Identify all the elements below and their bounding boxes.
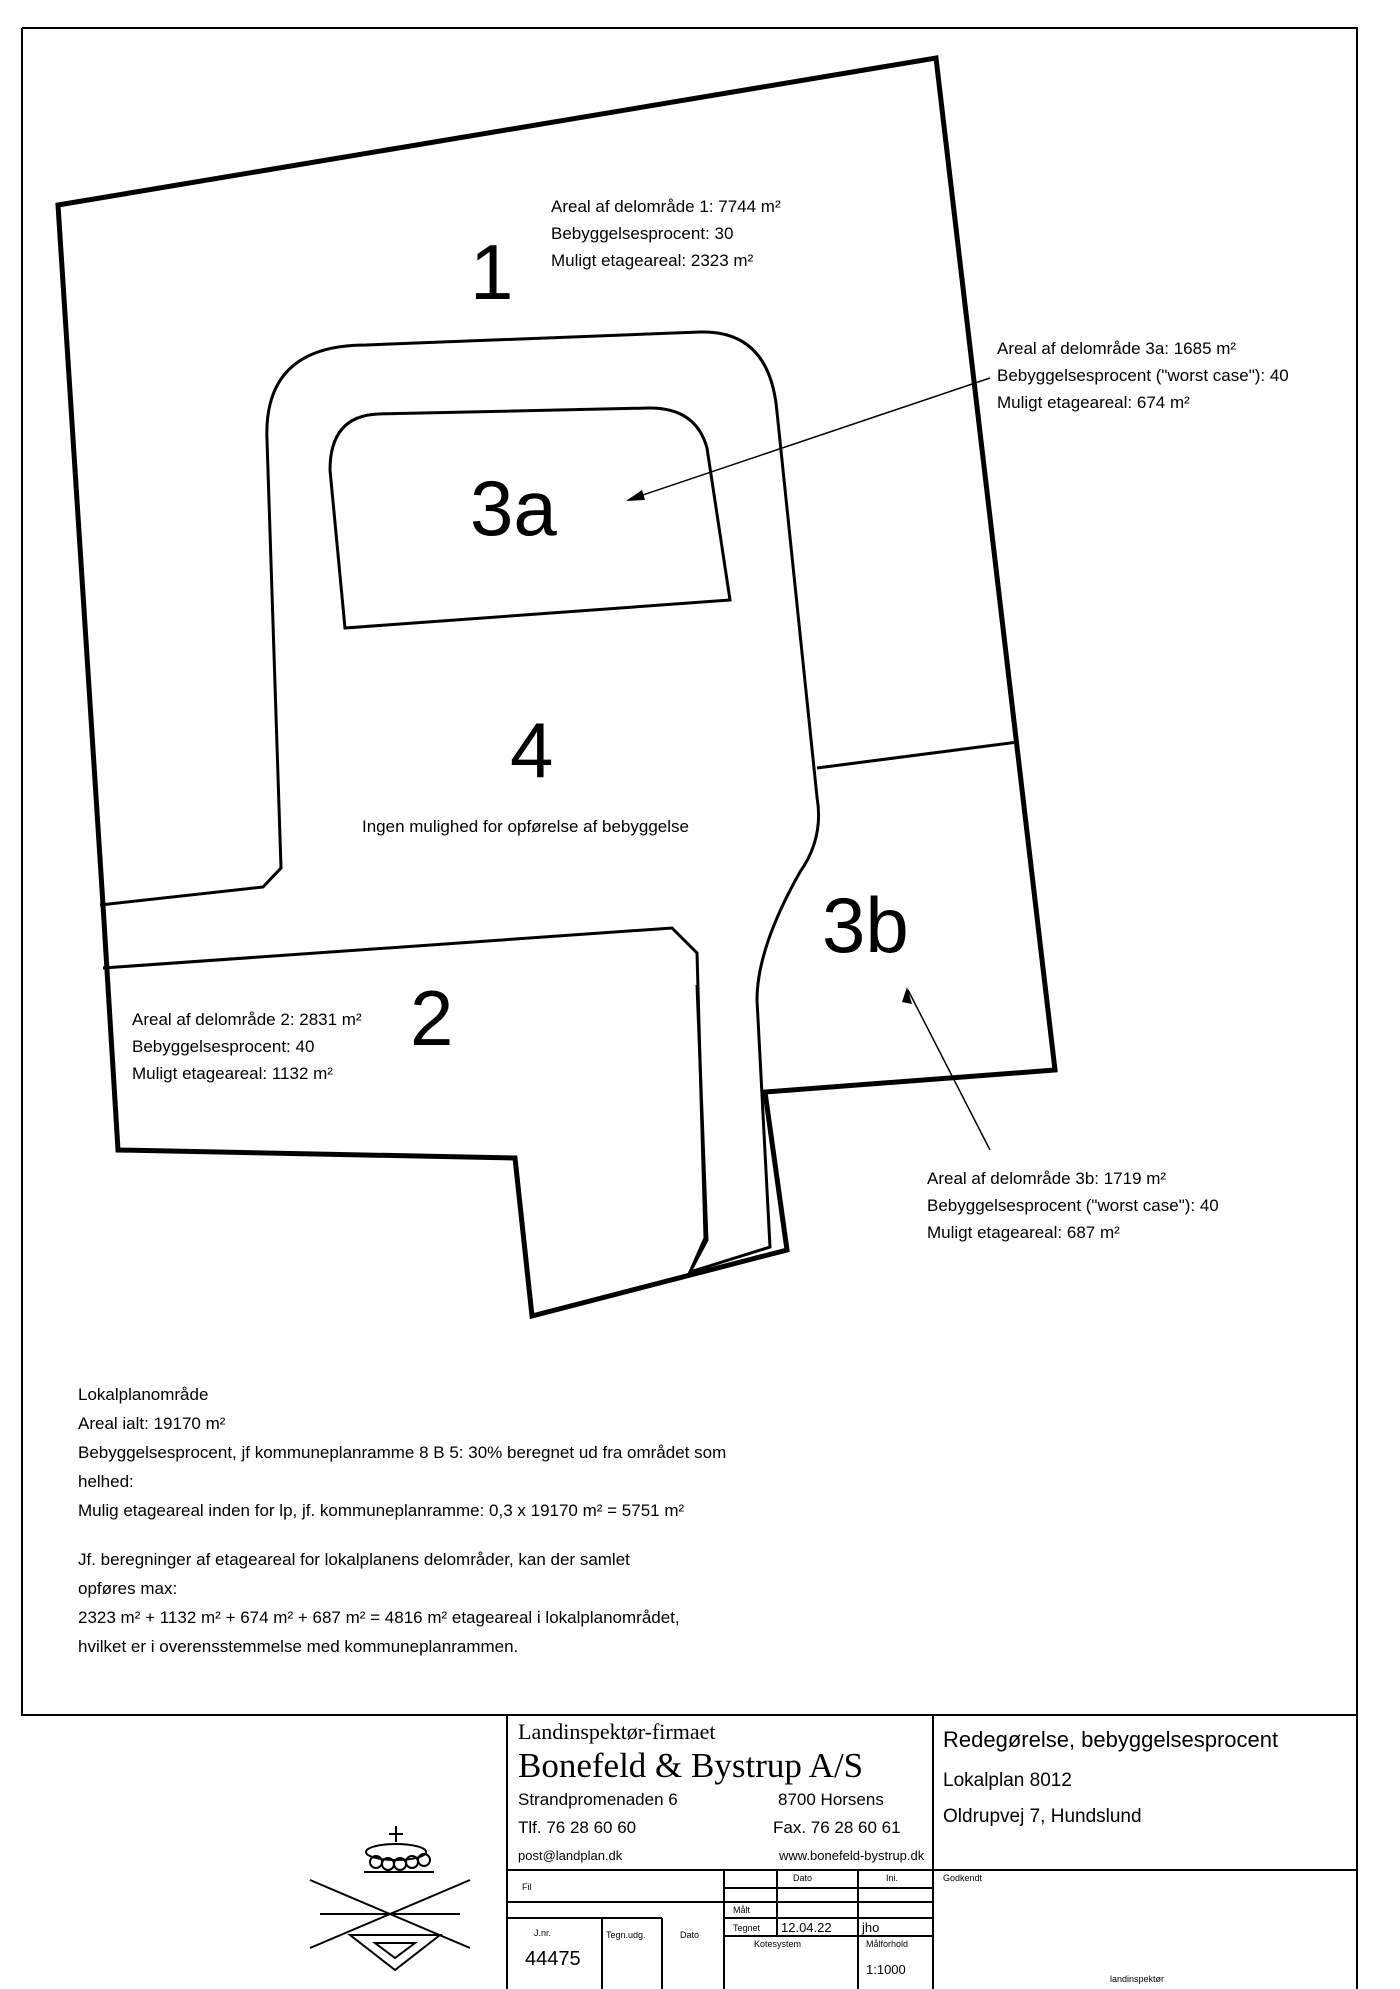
plan-name: Lokalplan 8012 xyxy=(943,1770,1072,1791)
area3a-label: 3a xyxy=(470,464,557,552)
init-header: Ini. xyxy=(886,1873,899,1883)
area4-label: 4 xyxy=(510,706,554,794)
area3a-area-text: Areal af delområde 3a: 1685 m² xyxy=(997,339,1237,358)
area1-annotation xyxy=(551,193,781,274)
notes-pct-line1: Bebyggelsesprocent, jf kommuneplanramme 8 B 5: 30% beregnet ud fra området som xyxy=(78,1443,727,1462)
area3b-annotation xyxy=(927,1165,1219,1246)
firm-fax: Fax. 76 28 60 61 xyxy=(773,1818,901,1837)
godkendt-label: Godkendt xyxy=(943,1873,983,1883)
area2-boundary xyxy=(103,928,705,1272)
area1-pct-text: Bebyggelsesprocent: 30 xyxy=(551,224,734,243)
maalt-label: Målt xyxy=(733,1905,751,1915)
notes-pct-line2: helhed: xyxy=(78,1472,134,1491)
maalforhold-value: 1:1000 xyxy=(866,1962,906,1977)
firm-top: Landinspektør-firmaet xyxy=(518,1719,716,1744)
firm-city: 8700 Horsens xyxy=(778,1790,884,1809)
area3b-boundary xyxy=(817,742,1018,768)
leader-3a xyxy=(628,378,990,500)
area3b-label: 3b xyxy=(822,881,909,969)
drawing-title: Redegørelse, bebyggelsesprocent xyxy=(943,1727,1279,1752)
notes-block xyxy=(78,1380,726,1661)
dato-header: Dato xyxy=(793,1873,813,1883)
area1-floor-text: Muligt etageareal: 2323 m² xyxy=(551,251,754,270)
tegnet-init: jho xyxy=(862,1920,880,1935)
maalforhold-label: Målforhold xyxy=(866,1939,909,1949)
tegnet-label: Tegnet xyxy=(733,1923,761,1933)
area2-floor-text: Muligt etageareal: 1132 m² xyxy=(132,1064,333,1083)
landinspektoer-label: landinspektør xyxy=(1110,1974,1165,1984)
tegn-udg-label: Tegn.udg. xyxy=(606,1930,646,1940)
firm-web: www.bonefeld-bystrup.dk xyxy=(779,1848,925,1863)
area1-label: 1 xyxy=(470,228,514,316)
area4-note: Ingen mulighed for opførelse af bebyggelse xyxy=(362,817,689,836)
notes-calc-line4: hvilket er i overensstemmelse med kommuneplanrammen. xyxy=(78,1637,519,1656)
area2-pct-text: Bebyggelsesprocent: 40 xyxy=(132,1037,315,1056)
leader-3b xyxy=(908,990,990,1150)
notes-heading: Lokalplanområde xyxy=(78,1385,209,1404)
firm-street: Strandpromenaden 6 xyxy=(518,1790,678,1809)
kotesystem-label: Kotesystem xyxy=(754,1939,802,1949)
notes-calc-line3: 2323 m² + 1132 m² + 674 m² + 687 m² = 4816 m² etageareal i lokalplanområdet, xyxy=(78,1608,680,1627)
site-address: Oldrupvej 7, Hundslund xyxy=(943,1806,1142,1827)
firm-phone: Tlf. 76 28 60 60 xyxy=(518,1818,637,1837)
jnr-value: 44475 xyxy=(525,1948,581,1970)
firm-name: Bonefeld & Bystrup A/S xyxy=(518,1746,864,1785)
area1-area-text: Areal af delområde 1: 7744 m² xyxy=(551,197,781,216)
area2-area-text: Areal af delområde 2: 2831 m² xyxy=(132,1010,362,1029)
area3b-floor-text: Muligt etageareal: 687 m² xyxy=(927,1223,1120,1242)
area2-label: 2 xyxy=(410,974,454,1062)
notes-calc-line1: Jf. beregninger af etageareal for lokalplanens delområder, kan der samlet xyxy=(78,1550,630,1569)
notes-calc-line2: opføres max: xyxy=(78,1579,178,1598)
area3a-pct-text: Bebyggelsesprocent ("worst case"): 40 xyxy=(997,366,1289,385)
fil-label: Fil xyxy=(522,1882,532,1892)
leader-3a-arrowhead xyxy=(626,490,645,501)
jnr-label: J.nr. xyxy=(534,1928,552,1938)
tegnet-date: 12.04.22 xyxy=(781,1920,832,1935)
area3b-area-text: Areal af delområde 3b: 1719 m² xyxy=(927,1169,1167,1188)
area3b-pct-text: Bebyggelsesprocent ("worst case"): 40 xyxy=(927,1196,1219,1215)
dato-label: Dato xyxy=(680,1930,700,1940)
area3a-annotation xyxy=(997,335,1289,416)
notes-possible: Mulig etageareal inden for lp, jf. kommuneplanramme: 0,3 x 19170 m² = 5751 m² xyxy=(78,1501,685,1520)
notes-total-area: Areal ialt: 19170 m² xyxy=(78,1414,226,1433)
area2-annotation xyxy=(132,1006,362,1087)
firm-email: post@landplan.dk xyxy=(518,1848,623,1863)
area3a-floor-text: Muligt etageareal: 674 m² xyxy=(997,393,1190,412)
crown-logo xyxy=(310,1826,470,1970)
